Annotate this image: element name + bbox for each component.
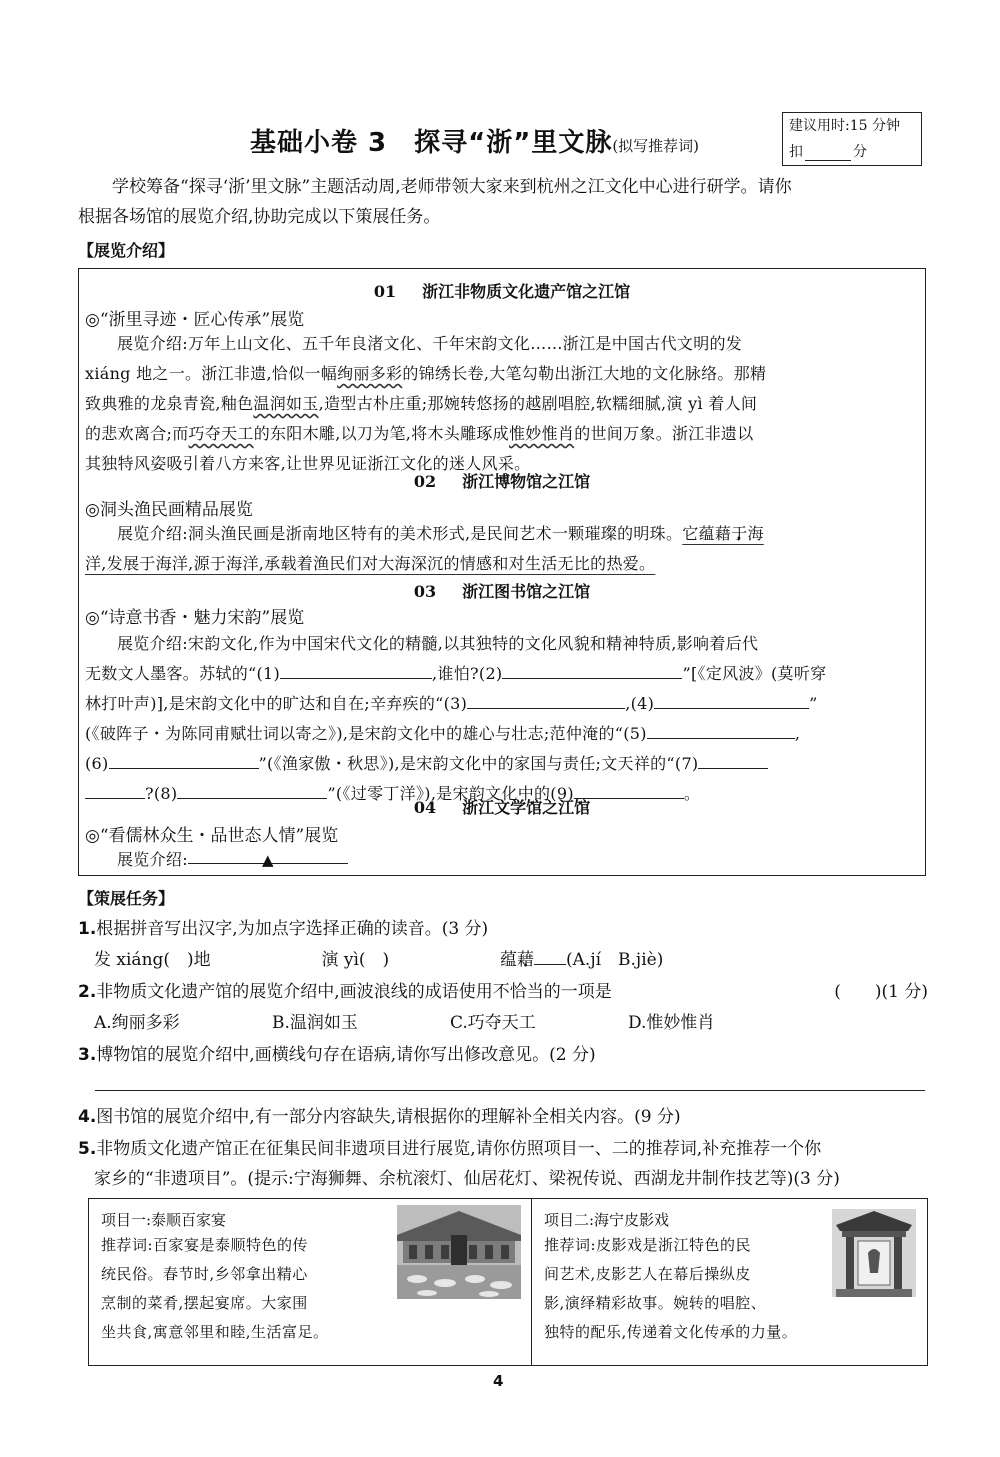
courtyard-banquet-photo [397,1205,521,1299]
exhibit-3-line-4 [85,719,921,749]
question-4 [78,1102,928,1132]
exhibit-1-num: 01 [373,282,397,301]
recommendation-cards [88,1198,928,1366]
e3-l5b: ”(《渔家傲・秋思》),是宋韵文化中的家国与责任;文天祥的“(7) [258,754,699,773]
exhibit-3-line-2 [85,659,921,689]
shadow-puppet-photo [832,1209,916,1297]
exhibit-1-line-4 [85,419,921,449]
card-2-line-2: 间艺术,皮影艺人在幕后操纵皮 [544,1265,751,1283]
q5-num: 5. [78,1139,97,1159]
card-project-1 [89,1199,531,1365]
intro-line-2: 根据各场馆的展览介绍,协助完成以下策展任务。 [78,207,441,227]
section-exhibits-label: 【展览介绍】 [78,241,175,260]
e1-l2a: xiáng 地之一。浙江非遗,恰似一幅 [85,364,338,383]
question-2 [78,977,928,1007]
page-title [250,122,699,159]
exhibit-1-line-1: 展览介绍:万年上山文化、五千年良渚文化、千年宋韵文化……浙江是中国古代文明的发 [117,334,743,353]
exhibit-4-num: 04 [413,798,437,817]
shadow-puppet-illustration [832,1209,916,1297]
question-5-line-2: 家乡的“非遗项目”。(提示:宁海狮舞、余杭滚灯、仙居花灯、梁祝传说、西湖龙井制作技艺等)(3 分) [94,1169,840,1189]
e1-l4a: 的悲欢离合;而 [85,424,189,443]
q1-num: 1. [78,919,97,939]
q1-item-a[interactable]: 发 xiáng( )地 [94,950,211,970]
e3-l2a: 无数文人墨客。苏轼的“(1) [85,664,281,683]
question-1-items [94,945,944,975]
exhibit-3-title [79,579,925,602]
exhibit-2-num: 02 [413,472,437,491]
q4-num: 4. [78,1107,97,1127]
e1-l3b: ,造型古朴庄重;那婉转悠扬的越剧唱腔,软糯细腻,演 yì 着人间 [318,394,758,413]
title-subtitle: (拟写推荐词) [612,137,700,155]
e2-l1a: 展览介绍:洞头渔民画是浙南地区特有的美术形式,是民间艺术一颗璀璨的明珠。 [117,524,683,543]
e3-l2c: ”[《定风波》(莫听穿 [682,664,827,683]
e1-l4b: 的东阳木雕,以刀为笔,将木头雕琢成 [253,424,509,443]
q3-num: 3. [78,1045,97,1065]
e3-l4b: , [794,724,801,743]
q1-item-c-word [500,950,534,970]
q2-option-d[interactable]: D.惟妙惟肖 [628,1013,715,1033]
time-box [782,112,922,166]
exhibit-3-name: 浙江图书馆之江馆 [462,582,591,601]
e4-l1: 展览介绍: [117,850,188,869]
blank-7-start[interactable] [698,750,768,769]
q1-text: 根据拼音写出汉字,为加点字选择正确的读音。(3 分) [96,919,489,939]
exhibit-4-title [79,795,925,818]
card-project-2 [532,1199,927,1365]
underlined-sentence-part-2: 洋,发展于海洋,源于海洋,承载着渔民们对大海深沉的情感和对生活无比的热爱。 [85,554,656,573]
question-1 [78,914,928,944]
idiom-4: 惟妙惟肖 [508,424,575,443]
deduct-label: 扣 [789,144,803,160]
exhibit-1-sub: ◎“浙里寻迹・匠心传承”展览 [85,310,305,330]
exhibit-3-line-1: 展览介绍:宋韵文化,作为中国宋代文化的精髓,以其独特的文化风貌和精神特质,影响着后代 [117,634,759,653]
exhibit-3-num: 03 [413,582,437,601]
exhibit-4-line-1 [85,845,921,875]
triangle-marker-icon: ▲ [261,851,274,869]
section-tasks-label: 【策展任务】 [78,889,175,908]
idiom-3: 巧夺天工 [188,424,254,443]
intro-line-1: 学校筹备“探寻‘浙’里文脉”主题活动周,老师带领大家来到杭州之江文化中心进行研学。请你 [112,177,792,197]
e3-l2b: ,谁怕?(2) [432,664,503,683]
question-5-line-1 [78,1134,928,1164]
underlined-sentence-part-1: 它蕴藉于海 [682,524,764,543]
q1-item-b[interactable]: 演 yì( ) [321,950,390,970]
dotted-char-q1: 藉 [517,950,535,970]
card-2-line-3: 影,演绎精彩故事。婉转的唱腔、 [544,1294,767,1312]
blank-4[interactable] [654,690,809,709]
exhibit-2-title [79,469,925,492]
q1-c-char-1: 蕴 [500,950,518,970]
q2-text: 非物质文化遗产馆的展览介绍中,画波浪线的成语使用不恰当的一项是 [96,982,612,1002]
blank-6[interactable] [109,750,259,769]
exhibit-2-sub: ◎洞头渔民画精品展览 [85,500,253,520]
e1-l3a: 致典雅的龙泉青瓷,釉色 [85,394,254,413]
courtyard-illustration [397,1205,521,1299]
exhibit-4-blank[interactable] [188,845,348,869]
exhibit-2-line-1 [85,519,921,549]
q2-num: 2. [78,982,97,1002]
card-2-title: 项目二:海宁皮影戏 [544,1211,670,1229]
exhibit-4-name: 浙江文学馆之江馆 [462,798,591,817]
q1-item-c-options: (A.jí B.jiè) [566,950,664,970]
e3-l3a: 林打叶声)],是宋韵文化中的旷达和自在;辛弃疾的“(3) [85,694,468,713]
exhibit-1-line-2 [85,359,921,389]
card-1-line-4: 坐共食,寓意邻里和睦,生活富足。 [101,1323,329,1341]
exhibit-3-sub: ◎“诗意书香・魅力宋韵”展览 [85,608,305,628]
exhibit-3-line-5 [85,749,921,779]
exhibit-1-line-3 [85,389,921,419]
q2-option-a[interactable]: A.绚丽多彩 [94,1013,180,1033]
exhibit-1-title [79,279,925,302]
q3-answer-line[interactable] [95,1090,925,1091]
q5-text-1: 非物质文化遗产馆正在征集民间非遗项目进行展览,请你仿照项目一、二的推荐词,补充推荐一个你 [96,1139,822,1159]
question-3 [78,1040,928,1070]
e1-l4c: 的世间万象。浙江非遗以 [574,424,754,443]
exhibit-2-line-2 [85,549,921,579]
card-2-line-1: 推荐词:皮影戏是浙江特色的民 [544,1236,752,1254]
q2-answer-parens[interactable]: ( )(1 分) [834,982,928,1002]
exhibits-box [78,268,926,876]
blank-3[interactable] [467,690,625,709]
e3-l6a: ?(8) [145,784,178,803]
e3-l6c: 。 [683,784,701,803]
card-2-line-4: 独特的配乐,传递着文化传承的力量。 [544,1323,798,1341]
page-number: 4 [493,1372,504,1390]
exhibit-3-line-3 [85,689,921,719]
blank-2[interactable] [502,660,682,679]
q4-text: 图书馆的展览介绍中,有一部分内容缺失,请根据你的理解补全相关内容。(9 分) [96,1107,681,1127]
time-label: 建议用时:15 分钟 [789,118,900,134]
e3-l3b: ,(4) [625,694,655,713]
q1-item-c-blank[interactable] [534,946,566,965]
q2-option-c[interactable]: C.巧夺天工 [450,1013,536,1033]
title-text: 基础小卷 3 探寻“浙”里文脉 [250,128,613,158]
e3-l3c: ” [809,694,818,713]
q2-option-b[interactable]: B.温润如玉 [272,1013,358,1033]
e3-l6b: ”(《过零丁洋》),是宋韵文化中的(9) [327,784,574,803]
card-1-title: 项目一:泰顺百家宴 [101,1211,227,1229]
idiom-1: 绚丽多彩 [337,364,403,383]
card-1-line-3: 烹制的菜肴,摆起宴席。大家围 [101,1294,308,1312]
exhibit-4-sub: ◎“看儒林众生・品世态人情”展览 [85,826,339,846]
blank-5[interactable] [647,720,795,739]
idiom-2: 温润如玉 [253,394,319,413]
e3-l4a: (《破阵子・为陈同甫赋壮词以寄之》),是宋韵文化中的雄心与壮志;范仲淹的“(5) [85,724,647,743]
exhibit-2-name: 浙江博物馆之江馆 [462,472,591,491]
deduct-unit: 分 [853,144,867,160]
e3-l5a: (6) [85,754,109,773]
deduct-blank[interactable] [805,144,851,161]
card-1-line-2: 统民俗。春节时,乡邻拿出精心 [101,1265,308,1283]
exhibit-1-line-5: 其独特风姿吸引着八方来客,让世界见证浙江文化的迷人风采。 [85,454,531,473]
dotted-char: 藉 [714,524,732,543]
q3-text: 博物馆的展览介绍中,画横线句存在语病,请你写出修改意见。(2 分) [96,1045,596,1065]
exhibit-1-name: 浙江非物质文化遗产馆之江馆 [422,282,631,301]
blank-1[interactable] [280,660,432,679]
deduct-row [789,139,921,165]
e1-l2b: 的锦绣长卷,大笔勾勒出浙江大地的文化脉络。那精 [402,364,767,383]
card-1-line-1: 推荐词:百家宴是泰顺特色的传 [101,1236,309,1254]
